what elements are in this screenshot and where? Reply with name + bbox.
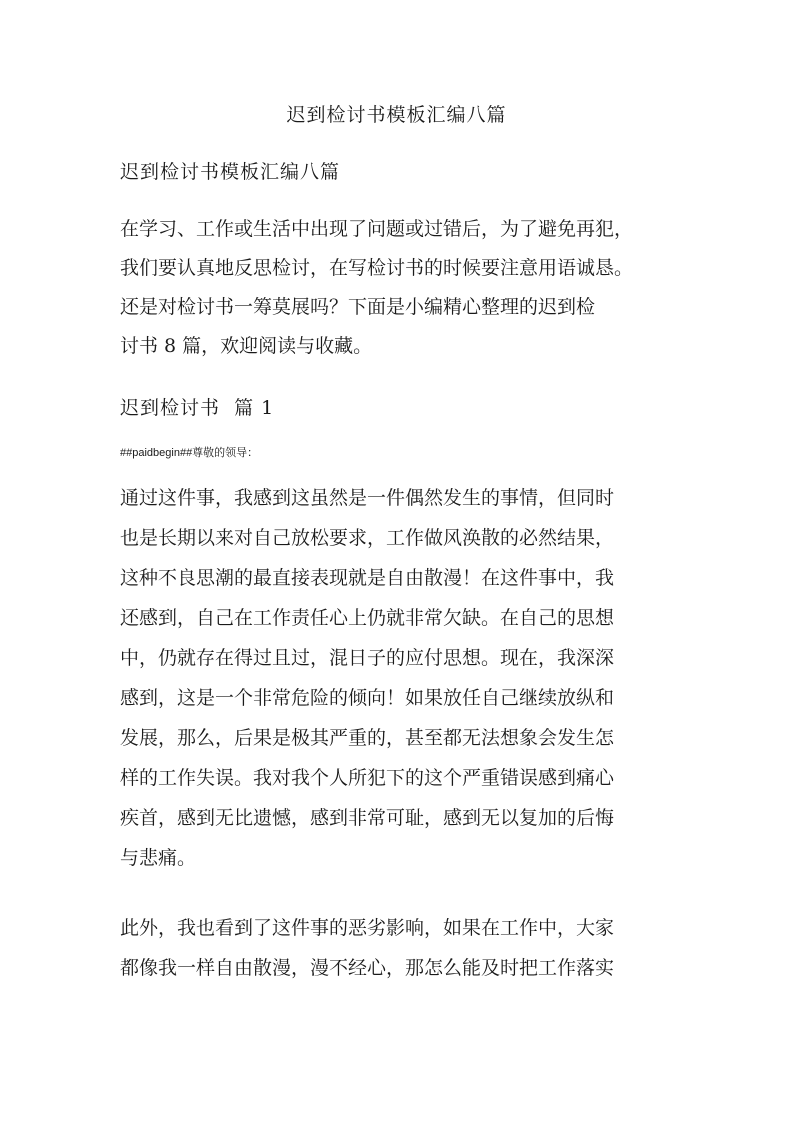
body-paragraph-1 — [120, 478, 680, 878]
paid-marker-salutation: ##paidbegin##尊敬的领导： — [120, 447, 259, 459]
intro-paragraph — [120, 210, 680, 366]
document-title: 迟到检讨书模板汇编八篇 — [286, 104, 507, 126]
paragraph-line: 样的工作失误。我对我个人所犯下的这个严重错误感到痛心 — [120, 767, 615, 789]
document-subtitle: 迟到检讨书模板汇编八篇 — [120, 161, 341, 183]
paragraph-line: 还感到，自己在工作责任心上仍就非常欠缺。在自己的思想 — [120, 607, 615, 629]
paragraph-line: 发展，那么，后果是极其严重的，甚至都无法想象会发生怎 — [120, 727, 615, 749]
body-paragraph-2 — [120, 908, 680, 988]
paragraph-line: 此外，我也看到了这件事的恶劣影响，如果在工作中，大家 — [120, 917, 615, 939]
intro-line: 在学习、工作或生活中出现了问题或过错后，为了避免再犯， — [120, 218, 634, 240]
paragraph-line: 疾首，感到无比遗憾，感到非常可耻，感到无以复加的后悔 — [120, 807, 615, 829]
intro-line: 讨书 8 篇，欢迎阅读与收藏。 — [120, 335, 373, 357]
paragraph-line: 感到，这是一个非常危险的倾向！如果放任自己继续放纵和 — [120, 687, 615, 709]
paragraph-line: 都像我一样自由散漫，漫不经心，那怎么能及时把工作落实 — [120, 957, 615, 979]
paragraph-line: 中，仍就存在得过且过，混日子的应付思想。现在，我深深 — [120, 647, 615, 669]
section-heading: 迟到检讨书 篇 1 — [120, 397, 275, 419]
intro-line: 还是对检讨书一筹莫展吗？下面是小编精心整理的迟到检 — [120, 296, 596, 318]
paragraph-line: 与悲痛。 — [120, 847, 197, 869]
paragraph-line: 通过这件事，我感到这虽然是一件偶然发生的事情，但同时 — [120, 487, 615, 509]
paragraph-line: 这种不良思潮的最直接表现就是自由散漫！在这件事中，我 — [120, 567, 615, 589]
intro-line: 我们要认真地反思检讨，在写检讨书的时候要注意用语诚恳。 — [120, 257, 634, 279]
paragraph-line: 也是长期以来对自己放松要求，工作做风涣散的必然结果， — [120, 527, 615, 549]
